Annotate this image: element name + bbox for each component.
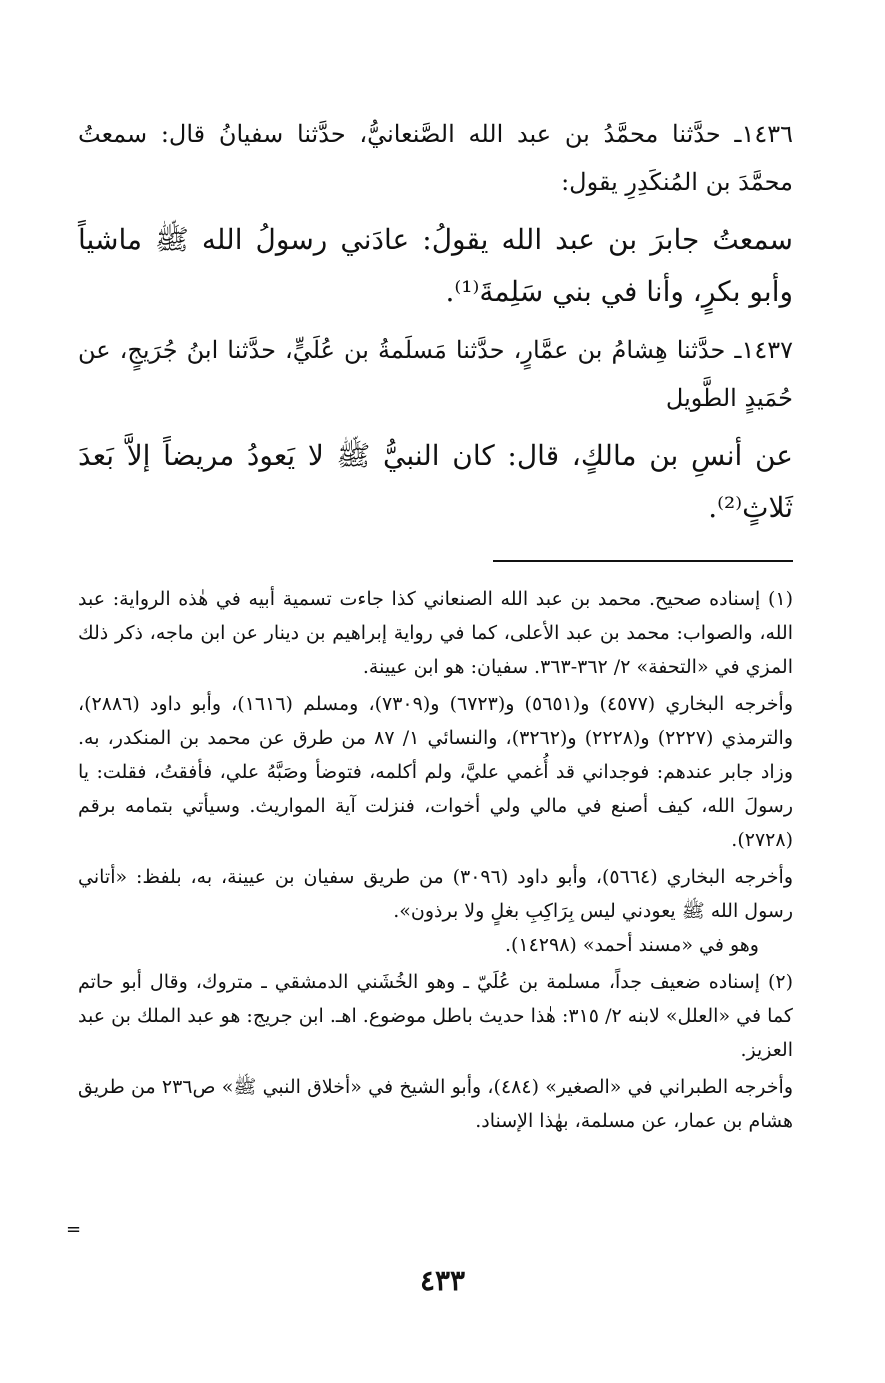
footnote-separator bbox=[493, 560, 793, 562]
page-number: ٤٣٣ bbox=[419, 1264, 466, 1297]
footnote-1-takhrij: وأخرجه البخاري (٤٥٧٧) و(٥٦٥١) و(٦٧٢٣) و(٧٣٠٩)، ومسلم (١٦١٦)، وأبو داود (٢٨٨٦)، والترمذي (٢٢٢٧) و(٢٢٢٨) و(٣٢٦٢)، والنسائي ١/ ٨٧ من طرق عن محمد بن المنكدر، به. وزاد جابر عندهم: فوجداني قد أُغمي عليَّ، ولم أكلمه، فتوضأ وصَبَّهُ علي، فأفقتُ، فقلت: يا رسولَ الله، كيف أصنع في مالي ولي أخوات، فنزلت آية المواريث. وسيأتي بتمامه برقم (٢٧٢٨). bbox=[78, 693, 794, 851]
footnote-1-takhrij-2: وأخرجه البخاري (٥٦٦٤)، وأبو داود (٣٠٩٦) من طريق سفيان بن عيينة، به، بلفظ: «أتاني رسول الله ﷺ يعودني ليس بِرَاكِبِ بغلٍ ولا برذون». bbox=[78, 866, 793, 922]
hadith-1436-matn: سمعتُ جابرَ بن عبد الله يقولُ: عادَني رسولُ الله ﷺ ماشياً وأبو بكرٍ، وأنا في بني سَلِمةَ⁽¹⁾. bbox=[78, 223, 793, 308]
hadith-1437-matn: عن أنسِ بن مالكٍ، قال: كان النبيُّ ﷺ لا يَعودُ مريضاً إلاَّ بَعدَ ثَلاثٍ⁽²⁾. bbox=[78, 439, 793, 524]
footnote-1-intro: (١) إسناده صحيح. محمد بن عبد الله الصنعاني كذا جاءت تسمية أبيه في هٰذه الرواية: عبد الله، والصواب: محمد بن عبد الأعلى، كما في رواية إبراهيم بن دينار عن ابن ماجه، ذكر ذلك المزي في «التحفة» ٢/ ٣٦٢-٣٦٣. سفيان: هو ابن عيينة. bbox=[78, 588, 793, 678]
footnotes bbox=[78, 582, 793, 1138]
continuation-mark: = bbox=[66, 1219, 82, 1240]
page-body bbox=[78, 110, 793, 1138]
footnote-2-intro: (٢) إسناده ضعيف جداً، مسلمة بن عُلَيّ ـ وهو الخُشَني الدمشقي ـ متروك، وقال أبو حاتم كما في «العلل» لابنه ٢/ ٣١٥: هٰذا حديث باطل موضوع. اهـ. ابن جريج: هو عبد الملك بن عبد العزيز. bbox=[78, 971, 793, 1061]
footnote-1-musnad: وهو في «مسند أحمد» (١٤٢٩٨). bbox=[504, 934, 759, 956]
main-text bbox=[78, 110, 793, 534]
hadith-1436-isnad: ١٤٣٦ـ حدَّثنا محمَّدُ بن عبد الله الصَّنعانيُّ، حدَّثنا سفيانُ قال: سمعتُ محمَّدَ بن المُنكَدِرِ يقول: bbox=[78, 120, 793, 196]
footnote-2-takhrij: وأخرجه الطبراني في «الصغير» (٤٨٤)، وأبو الشيخ في «أخلاق النبي ﷺ» ص٢٣٦ من طريق هشام بن عمار، عن مسلمة، بهٰذا الإسناد. bbox=[78, 1076, 793, 1132]
hadith-1437-isnad: ١٤٣٧ـ حدَّثنا هِشامُ بن عمَّارٍ، حدَّثنا مَسلَمةُ بن عُلَيٍّ، حدَّثنا ابنُ جُرَيجٍ، عن حُمَيدٍ الطَّويل bbox=[78, 336, 793, 412]
